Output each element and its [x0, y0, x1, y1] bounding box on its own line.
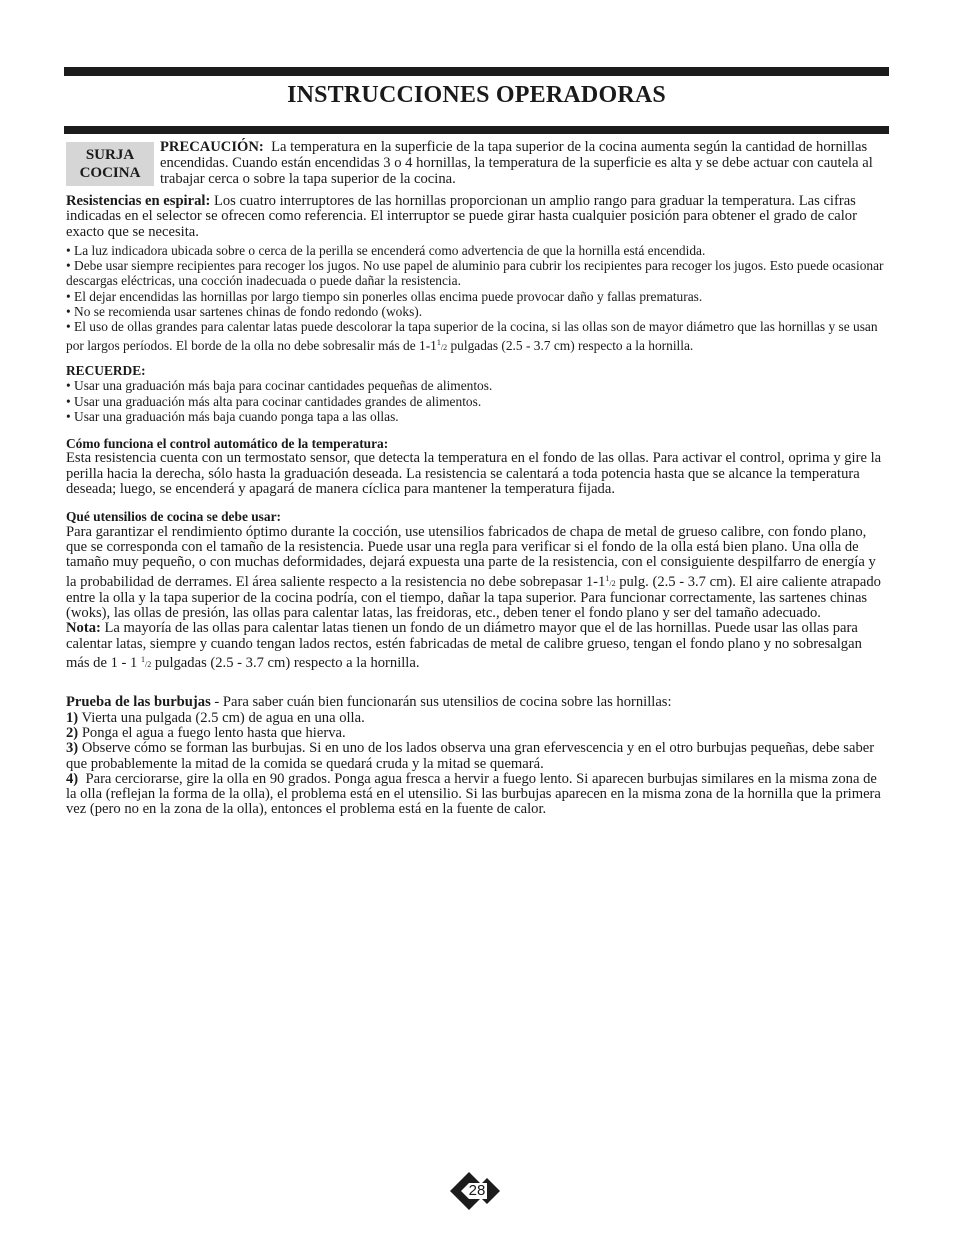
utensils-label: Qué utensilios de cocina se debe usar: [66, 509, 281, 525]
utensils-text: Para garantizar el rendimiento óptimo durante la cocción, use utensilios fabricados de chapa de metal de grueso calibre, con fondo plano, que se corresponda con el tamaño de la resistencia. Puede usar una regla para verificar si el fondo de la olla está bien plano. Una olla de tamaño muy pequeño, o con muchas deformidades, dejará expuesta una parte de la resistencia, con el consiguiente despilfarro de energía y la probabilidad de derrames. El área saliente respecto a la resistencia no debe sobrepasar $1-1^1/2$ pulg. (2.5 - 3.7 cm). El aire caliente atrapado entre la olla y la tapa superior de la cocina podría, con el tiempo, dañar la tapa superior. Para funcionar correctamente, las sartenes chinas (woks), las ollas de presión, las ollas para calentar latas, las freidoras, etc., deben tener el fondo plano y ser del tamaño adecuado. [66, 523, 881, 622]
bullet-item: • La luz indicadora ubicada sobre o cerca de la perilla se encenderá como advertencia de que la hornilla está encendida. [66, 242, 706, 258]
header-rule-bottom [64, 126, 889, 134]
fraction-denominator: 2 [443, 342, 448, 352]
bubble-step: 1) Vierta una pulgada (2.5 cm) de agua en una olla. [66, 709, 365, 726]
remember-section [66, 363, 889, 424]
section-tag [66, 142, 154, 186]
coils-text: Los cuatro interruptores de las hornillas proporcionan un amplio rango para graduar la temperatura. Las cifras indicadas en el selector se ofrecen como referencia. El interruptor se puede girar hasta cualquier posición para obtener el grado de calor exacto que se necesita. [66, 193, 857, 240]
utensils-note: Nota: La mayoría de las ollas para calentar latas tienen un fondo de un diámetro mayor que el de las hornillas. Puede usar las ollas para calentar latas, siempre y cuando tengan lados rectos, estén fabricadas de metal de calibre grueso, tengan el fondo plano y no sobresalgan más de 1 - 1 $^1$/2 pulgadas (2.5 - 3.7 cm) respecto a la hornilla. [66, 620, 862, 672]
coils-label: Resistencias en espiral: [66, 193, 211, 209]
bullet-list [66, 243, 889, 355]
bullet-item: • Debe usar siempre recipientes para recoger los jugos. No use papel de aluminio para cubrir los recipientes para recoger los jugos. Esto puede ocasionar descargas eléctricas, una cocción inadecuada o puede dañar la resistencia. [66, 258, 884, 289]
bullet-item: • No se recomienda usar sartenes chinas de fondo redondo (woks). [66, 304, 423, 320]
header-rule-top [64, 67, 889, 76]
remember-label: RECUERDE: [66, 362, 146, 378]
auto-control-section [66, 436, 889, 497]
page-number: 28 [468, 1182, 486, 1199]
remember-item: • Usar una graduación más baja para cocinar cantidades pequeñas de alimentos. [66, 378, 493, 394]
remember-item: • Usar una graduación más baja cuando ponga tapa a las ollas. [66, 408, 399, 424]
section-tag-line2: COCINA [79, 165, 141, 181]
fraction: $^1$/2 [140, 655, 152, 670]
note-label: Nota: [66, 620, 101, 637]
fraction-denominator: 2 [147, 660, 152, 670]
fraction: $^1$/2 [436, 337, 448, 352]
bubble-test-intro: Prueba de las burbujas - Para saber cuán bien funcionarán sus utensilios de cocina sobre las hornillas: [66, 694, 672, 711]
fraction-denominator: 2 [611, 578, 616, 588]
bubble-step: 2) Ponga el agua a fuego lento hasta que hierva. [66, 724, 346, 741]
caution-text: La temperatura en la superficie de la tapa superior de la cocina aumenta según la cantidad de hornillas encendidas. Cuando están encendidas 3 o 4 hornillas, la temperatura de la superficie es alta y se debe actuar con cautela al trabajar cerca o sobre la tapa superior de la cocina. [160, 139, 873, 187]
section-tag-line1: SURJA [85, 147, 135, 163]
fraction-numerator: 1 [605, 573, 610, 583]
bubble-step: 3) Observe cómo se forman las burbujas. Si en uno de los lados observa una gran efervescencia y en el otro burbujas pequeñas, debe saber que probablemente la mitad de la comida se quedará cruda y la mitad se quemará. [66, 740, 875, 772]
bullet-item-canner [66, 319, 889, 355]
page-title: INSTRUCCIONES OPERADORAS [287, 82, 666, 108]
coils-paragraph [66, 194, 889, 240]
remember-item: • Usar una graduación más alta para cocinar cantidades grandes de alimentos. [66, 393, 482, 409]
bubble-test-label: Prueba de las burbujas [66, 694, 211, 711]
main-content [66, 194, 889, 818]
fraction: $^1$/2 [605, 573, 616, 588]
auto-control-text: Esta resistencia cuenta con un termostato sensor, que detecta la temperatura en el fondo de las ollas. Para activar el control, oprima y gire la perilla hacia la derecha, sólo hasta la graduación deseada. La resistencia se calentará a toda potencia hasta que se alcance la temperatura deseada; luego, se encenderá y apagará de manera cíclica para mantener la temperatura fijada. [66, 450, 882, 498]
auto-control-label: Cómo funciona el control automático de la temperatura: [66, 436, 389, 452]
caution-label: PRECAUCIÓN: [160, 139, 264, 155]
bubble-step: 4) Para cerciorarse, gire la olla en 90 grados. Ponga agua fresca a hervir a fuego lento. Si aparecen burbujas similares en la misma zona de la olla (reflejan la forma de la olla), el problema está en el utensilio. Si las burbujas aparecen en la misma zona de la hornilla que la primera vez (pero no en la zona de la olla), entonces el problema está en la fuente de calor. [66, 770, 885, 818]
fraction-numerator: 1 [140, 655, 145, 665]
caution-paragraph [160, 139, 885, 187]
page-number-badge [447, 1172, 507, 1210]
bubble-test-section [66, 695, 889, 817]
canner-text-after: pulgadas (2.5 - 3.7 cm) respecto a la hornilla. [447, 337, 694, 353]
canner-text-before: • El uso de ollas grandes para calentar latas puede descolorar la tapa superior de la cocina, si las ollas son de mayor diámetro que las hornillas y se usan por largos períodos. El borde de la olla no debe sobresalir más de 1-1 [66, 319, 878, 353]
bullet-item: • El dejar encendidas las hornillas por largo tiempo sin ponerles ollas encima puede provocar daño y fallas prematuras. [66, 288, 703, 304]
utensils-section [66, 509, 889, 672]
fraction-numerator: 1 [436, 337, 441, 347]
